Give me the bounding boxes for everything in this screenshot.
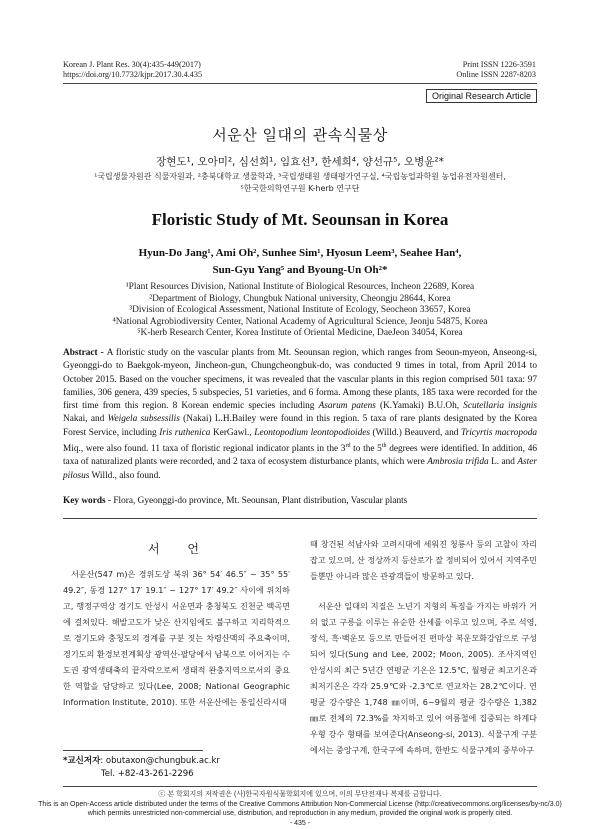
correspondence-email-line xyxy=(63,755,220,768)
affiliation-5: ⁵K-herb Research Center, Korea Institute of Oriental Medicine, DaeJeon 34054, Korea xyxy=(137,328,463,339)
korean-authors: 장현도¹, 오아미², 심선희¹, 임효선³, 한세희⁴, 양선규⁵, 오병윤²* xyxy=(156,156,444,168)
abstract-text: L. and xyxy=(488,457,518,468)
section-heading: 서 언 xyxy=(148,542,211,556)
correspondence-email[interactable]: : obutaxon@chungbuk.ac.kr xyxy=(100,756,220,766)
correspondence-label: *교신저자 xyxy=(63,756,101,766)
english-authors-1: Hyun-Do Jang¹, Ami Oh², Sunhee Sim¹, Hyosun Leem³, Seahee Han⁴, xyxy=(138,247,462,259)
species-name: Aster pilosus xyxy=(63,457,537,481)
korean-title: 서운산 일대의 관속식물상 xyxy=(212,126,388,144)
right-column xyxy=(310,536,537,758)
korean-affiliation-1: ¹국립생물자원관 식물자원과, ²충북대학교 생물학과, ³국립생태원 생태평가연구실, ⁴국립농업과학원 농업유전자원센터, xyxy=(94,172,506,181)
abstract-label: Abstract - xyxy=(63,348,107,358)
abstract-text: A floristic study on the vascular plants from Mt. Seounsan region, which ranges from Seoun-myeon, Anseong-si, Gyeonggi-do to Baekgok-myeon, Jincheon-gun, Chungcheongbuk-do, was conducted 9 times in total, from April 2014 to October 2015. Based on the voucher specimens, it was revealed that the vascular plants in this region comprised 501 taxa: 97 families, 306 genera, 439 species, 5 subspecies, 51 varieties, and 6 forma. Among these plants, 185 taxa were recorded for the first time from this region. 8 Korean endemic species including xyxy=(63,348,537,412)
abstract-text: (K.Yamaki) B.U.Oh, xyxy=(375,401,464,412)
ordinal-suffix: th xyxy=(381,443,387,450)
intro-paragraph-2: 때 창건된 석남사와 고려시대에 세워진 청룡사 등의 고찰이 자리 잡고 있으며, 산 정상까지 등산로가 잘 정비되어 있어서 지역주민들뿐만 아니라 많은 관광객들이 방문하고 있다. xyxy=(310,539,537,581)
abstract-rule xyxy=(63,518,537,519)
species-name: Leontopodium leontopodioides xyxy=(254,427,370,438)
page-number: - 435 - xyxy=(289,820,311,827)
keywords-label: Key words - xyxy=(63,496,114,506)
online-issn: Online ISSN 2287-8203 xyxy=(456,70,536,79)
english-title: Floristic Study of Mt. Seounsan in Korea xyxy=(151,210,449,229)
copyright-notice: ⓒ 본 학회지의 저작권은 (사)한국자원식물학회지에 있으며, 이의 무단전재나 복제를 금합니다. xyxy=(158,791,442,798)
print-issn: Print ISSN 1226-3591 xyxy=(462,60,536,69)
species-name: Tricyrtis macropoda xyxy=(460,427,538,438)
affiliation-1: ¹Plant Resources Division, National Institute of Biological Resources, Incheon 22689, Korea xyxy=(125,282,475,292)
intro-paragraph-1: 서운산(547 m)은 경위도상 북위 36° 54′ 46.5″ ~ 35° 55′ 49.2″, 동경 127° 17′ 19.1″ ~ 127° 17′ 49.2″ 사이에 위치하고, 행정구역상 경기도 안성시 서운면과 충청북도 진천군 백곡면에 걸쳐있다. 해발고도가 낮은 산지임에도 불구하고 지리학적으로 경기도와 충청도의 경계를 구분 짓는 차령산맥의 주요축이며, 경기도의 환경보전계획상 광역산-팔당에서 남북으로 이어지는 수도권 광역생태축의 끝자락으로써 생태적 완충지역으로서의 중요한 역할을 담당하고 있다(Lee, 2008; National Geographic Information Institute, 2010). 또한 서운산에는 통일신라시대 xyxy=(63,569,290,707)
footnote-rule xyxy=(63,750,203,751)
species-name: Weigela subsessilis xyxy=(107,414,180,425)
abstract-text: Willd., also found. xyxy=(89,470,161,481)
journal-citation: Korean J. Plant Res. 30(4):435-449(2017) xyxy=(63,60,201,69)
abstract-text: Miq., were also found. 11 taxa of floristic regional indicator plants in the 3 xyxy=(63,444,346,455)
doi-link[interactable]: https://doi.org/10.7732/kjpr.2017.30.4.435 xyxy=(63,70,203,79)
license-line-2: which permits unrestricted non-commercial use, distribution, and reproduction in any medium, provided the original work is properly cited. xyxy=(87,810,513,817)
affiliation-2: ²Department of Biology, Chungbuk National university, Cheongju 28644, Korea xyxy=(149,293,451,304)
abstract xyxy=(63,347,537,483)
species-name: Ambrosia trifida xyxy=(427,457,489,468)
english-affiliations xyxy=(0,282,600,340)
keywords-text: Flora, Gyeonggi-do province, Mt. Seounsan, Plant distribution, Vascular plants xyxy=(113,496,408,506)
article-type-badge: Original Research Article xyxy=(426,89,537,103)
species-name: Scutellaria insignis xyxy=(463,401,538,412)
affiliation-4: ⁴National Agrobiodiversity Center, National Academy of Agricultural Science, Jeonju 54875, Korea xyxy=(112,316,488,327)
abstract-text: degrees were identified. In addition, 46 taxa of naturalized plants were recorded, and 2 taxa of ecosystem disturbance plants, which were xyxy=(63,444,538,468)
header-rule xyxy=(63,83,537,84)
correspondence-tel: Tel. +82-43-261-2296 xyxy=(101,769,194,779)
affiliation-3: ³Division of Ecological Assessment, National Institute of Ecology, Seocheon 33657, Korea xyxy=(129,305,471,316)
english-authors-2: Sun-Gyu Yang⁵ and Byoung-Un Oh²* xyxy=(212,264,388,276)
species-name: Asarum patens xyxy=(318,401,376,412)
abstract-text: KerGawl., xyxy=(210,427,255,438)
abstract-text: (Nakai) L.H.Bailey were found in this region. 5 taxa of rare plants designated by the Korea Forest Service, including xyxy=(63,414,537,438)
species-name: Iris ruthenica xyxy=(159,427,211,438)
left-column xyxy=(63,566,290,710)
abstract-text: Nakai, and xyxy=(63,414,108,425)
license-line-1: This is an Open-Access article distributed under the terms of the Creative Commons Attribution Non-Commercial License (http://creativecommons.org/licenses/by-nc/3.0) xyxy=(38,801,562,808)
abstract-text: to the 5 xyxy=(350,444,382,455)
keywords xyxy=(63,496,407,506)
ordinal-suffix: rd xyxy=(345,443,351,450)
intro-paragraph-3: 서운산 일대의 지질은 노년기 지형의 특징을 가지는 바위가 거의 없고 구릉을 이루는 유순한 산세를 이루고 있으며, 주로 석영, 장석, 흑·백운모 등으로 만들어진 편마상 복운모화강암으로 구성되어 있다(Sung and Lee, 2002; Moon, 2005). 조사지역인 안성시의 최근 5년간 연평균 기온은 12.5℃, 월평균 최고기온과 최저기온은 각각 25.9℃와 -2.3℃로 연교차는 28.2℃이다. 연평균 강수량은 1,748 ㎜이며, 6~9월의 평균 강수량은 1,382 ㎜로 전체의 72.3%를 차지하고 있어 여름철에 집중되는 하계다우형 강수 형태를 보여준다(Anseong-si, 2013). 식물구계 구분에서는 중앙구계, 한국구에 속하며, 한반도 식물구계의 중부아구 xyxy=(310,601,537,755)
korean-affiliation-2: ⁵한국한의학연구원 K-herb 연구단 xyxy=(240,184,360,193)
abstract-text: (Willd.) Beauverd, and xyxy=(369,427,461,438)
footer-rule xyxy=(63,786,537,787)
correspondence xyxy=(63,755,220,781)
